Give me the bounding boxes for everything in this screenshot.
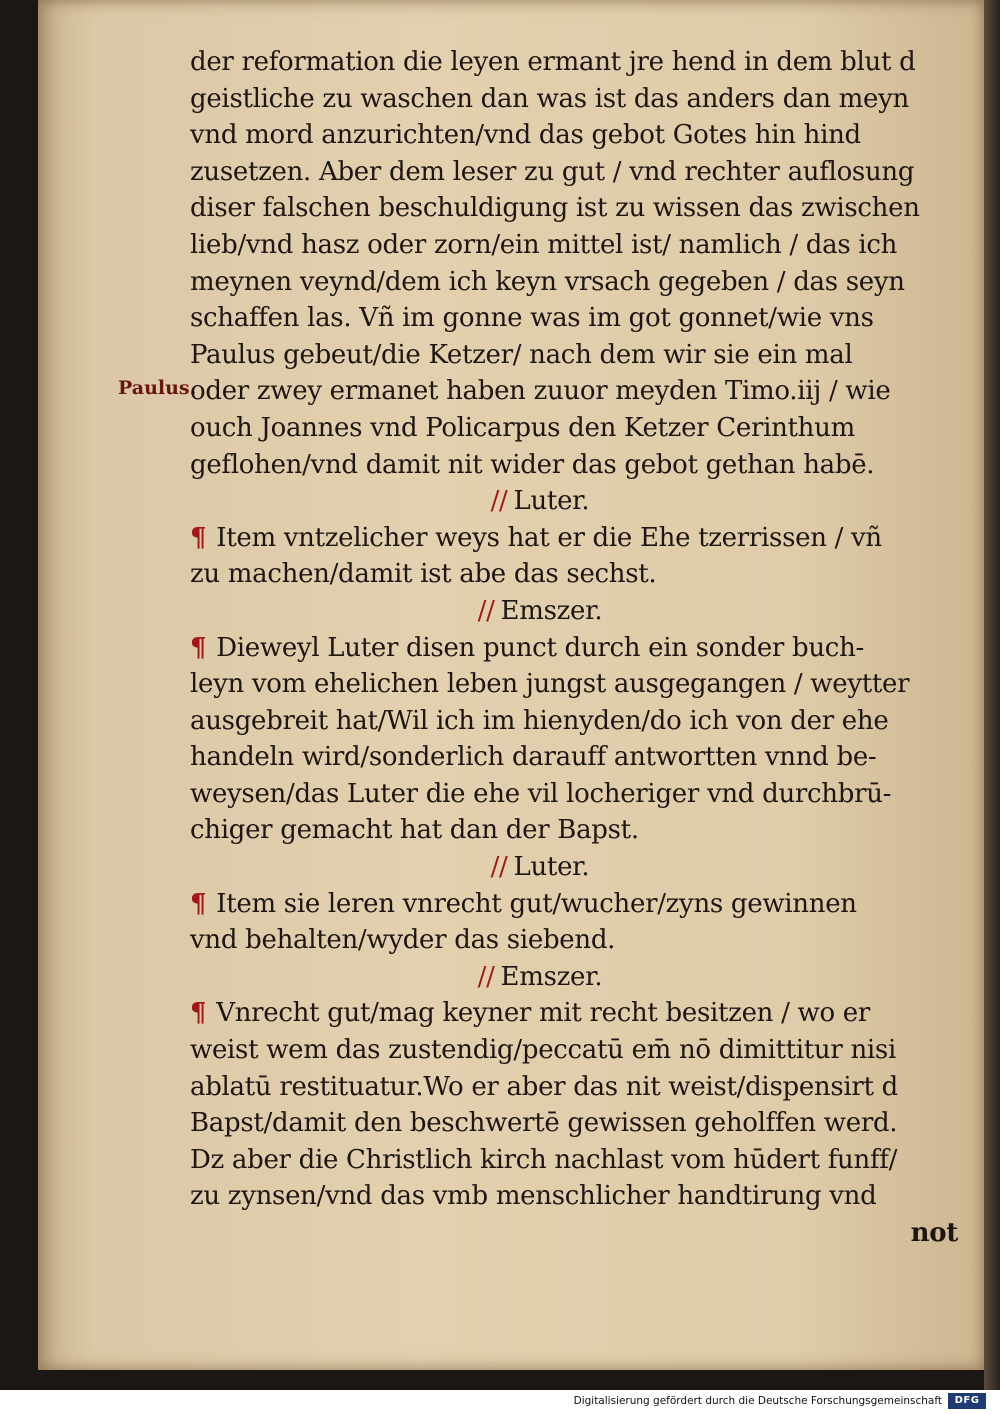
text-line: zusetzen. Aber dem leser zu gut / vnd rechter auflosung bbox=[190, 156, 915, 187]
text-line: leyn vom ehelichen leben jungst ausgegangen / weytter bbox=[190, 669, 910, 700]
section-heading bbox=[190, 483, 970, 520]
text-line: vnd behalten/wyder das siebend. bbox=[190, 925, 616, 956]
section-heading bbox=[190, 849, 970, 886]
heading-mark: // bbox=[490, 486, 508, 517]
line-text: Dieweyl Luter disen punct durch ein sonder buch- bbox=[216, 632, 864, 663]
paragraph-mark: ¶ bbox=[190, 998, 207, 1029]
text-block bbox=[190, 44, 970, 1252]
text-line: geistliche zu waschen dan was ist das anders dan meyn bbox=[190, 83, 909, 114]
paragraph-mark: ¶ bbox=[190, 632, 207, 663]
text-line bbox=[190, 520, 970, 557]
section-heading bbox=[190, 593, 970, 630]
footer-bar bbox=[0, 1390, 1000, 1414]
page-edge bbox=[984, 0, 1000, 1390]
text-line bbox=[190, 886, 970, 923]
heading-text: Emszer. bbox=[500, 595, 603, 626]
text-line: diser falschen beschuldigung ist zu wissen das zwischen bbox=[190, 193, 920, 224]
text-line: der reformation die leyen ermant jre hend in dem blut d bbox=[190, 47, 916, 77]
text-line: handeln wird/sonderlich darauff antwortten vnnd be- bbox=[190, 742, 877, 773]
text-line: lieb/vnd hasz oder zorn/ein mittel ist/ namlich / das ich bbox=[190, 229, 898, 260]
dfg-logo: DFG bbox=[948, 1393, 986, 1409]
heading-text: Luter. bbox=[513, 486, 590, 517]
paragraph-mark: ¶ bbox=[190, 522, 207, 553]
text-line: oder zwey ermanet haben zuuor meyden Timo.iij / wie bbox=[190, 376, 891, 407]
text-line: zu zynsen/vnd das vmb menschlicher handtirung vnd bbox=[190, 1181, 877, 1212]
heading-text: Emszer. bbox=[500, 961, 603, 992]
footer-credit: Digitalisierung gefördert durch die Deutsche Forschungsgemeinschaft bbox=[573, 1395, 942, 1407]
line-text: Item vntzelicher weys hat er die Ehe tzerrissen / vñ bbox=[216, 522, 882, 553]
text-line: schaffen las. Vñ im gonne was im got gonnet/wie vns bbox=[190, 303, 874, 334]
text-line: vnd mord anzurichten/vnd das gebot Gotes hin hind bbox=[190, 120, 861, 151]
text-line: weist wem das zustendig/peccatū em̄ nō dimittitur nisi bbox=[190, 1035, 896, 1066]
line-text: Vnrecht gut/mag keyner mit recht besitzen / wo er bbox=[216, 998, 870, 1029]
text-line: zu machen/damit ist abe das sechst. bbox=[190, 559, 657, 590]
section-heading bbox=[190, 959, 970, 996]
margin-note: Paulus. bbox=[118, 377, 197, 399]
line-text: Item sie leren vnrecht gut/wucher/zyns gewinnen bbox=[216, 888, 857, 919]
text-line: meynen veynd/dem ich keyn vrsach gegeben / das seyn bbox=[190, 266, 905, 297]
heading-mark: // bbox=[477, 595, 495, 626]
text-line: Dz aber die Christlich kirch nachlast vom hūdert funff/ bbox=[190, 1144, 898, 1175]
heading-mark: // bbox=[477, 961, 495, 992]
text-line bbox=[190, 995, 970, 1032]
heading-mark: // bbox=[490, 852, 508, 883]
text-line: chiger gemacht hat dan der Bapst. bbox=[190, 815, 639, 846]
text-line: ausgebreit hat/Wil ich im hienyden/do ich von der ehe bbox=[190, 705, 889, 736]
paragraph-mark: ¶ bbox=[190, 888, 207, 919]
text-line: ouch Joannes vnd Policarpus den Ketzer Cerinthum bbox=[190, 412, 855, 443]
text-line bbox=[190, 630, 970, 667]
catchword: not bbox=[910, 1218, 958, 1248]
text-line: ablatū restituatur.Wo er aber das nit weist/dispensirt d bbox=[190, 1071, 899, 1102]
text-line: weysen/das Luter die ehe vil locheriger vnd durchbrū- bbox=[190, 778, 892, 809]
text-line: Paulus gebeut/die Ketzer/ nach dem wir sie ein mal bbox=[190, 339, 853, 370]
text-line: geflohen/vnd damit nit wider das gebot gethan habē. bbox=[190, 449, 875, 480]
text-line: Bapst/damit den beschwertē gewissen geholffen werd. bbox=[190, 1108, 898, 1139]
heading-text: Luter. bbox=[513, 852, 590, 883]
